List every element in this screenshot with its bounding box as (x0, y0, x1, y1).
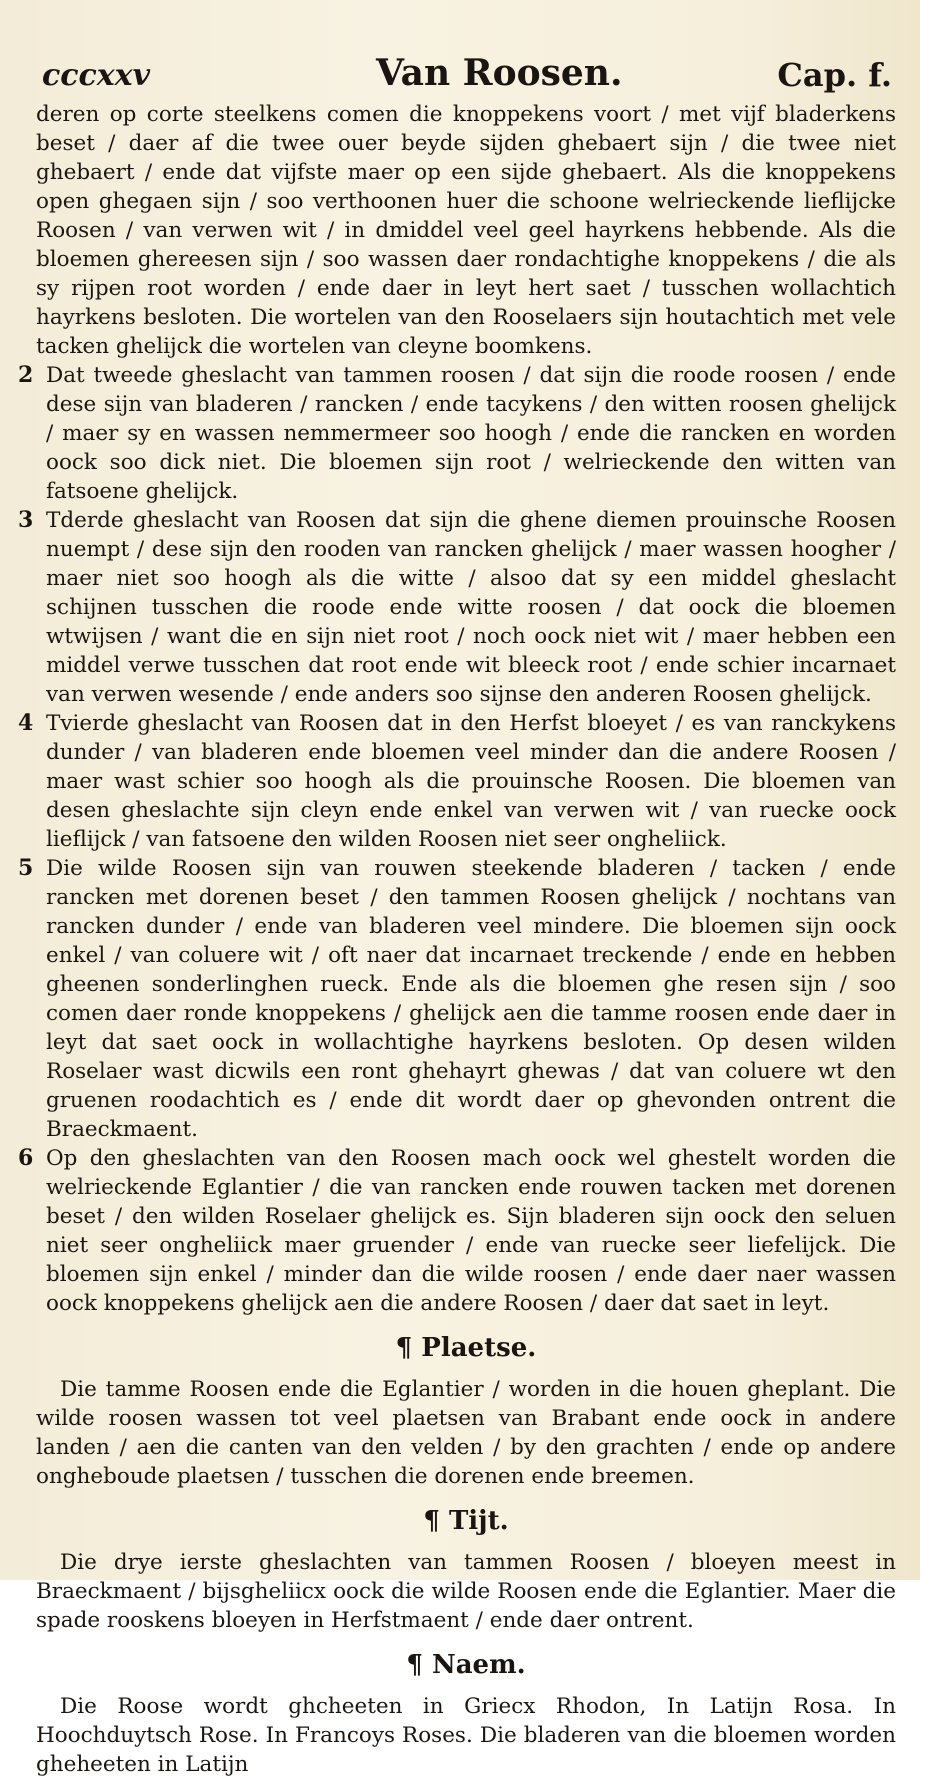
section-text-naem: Die Roose wordt ghcheeten in Griecx Rhodon, In Latijn Rosa. In Hoochduytsch Rose. In Francoys Roses. Die bladeren van die bloemen worden gheheeten in Latijn (36, 1694, 896, 1777)
paragraph-number: 5 (18, 855, 34, 881)
section-heading-naem: ¶ Naem. (406, 1650, 526, 1680)
paragraph-number: 2 (18, 362, 34, 388)
running-title: Van Roosen. (376, 52, 623, 94)
paragraph-number: 6 (18, 1145, 34, 1171)
paragraph-number: 3 (18, 507, 34, 533)
paragraph-text: Tderde gheslacht van Roosen dat sijn die ghene diemen prouinsche Roosen nuempt / dese sijn den rooden van rancken ghelijck / maer wassen hoogher / maer niet soo hoogh als die witte / alsoo dat sy een middel gheslacht schijnen tusschen die roode ende witte roosen / dat oock die bloemen wtwijsen / want die en sijn niet root / noch oock niet wit / maer hebben een middel verwe tusschen dat root ende wit bleeck root / ende schier incarnaet van verwen wesende / ende anders soo sijnse den anderen Roosen ghelijck. (46, 508, 896, 707)
section-heading-plaetse: ¶ Plaetse. (395, 1333, 537, 1363)
running-header (40, 52, 900, 102)
paragraph-2 (18, 361, 896, 506)
paragraph-4 (18, 709, 896, 854)
paragraph-5 (18, 854, 896, 1144)
paragraph-number: 4 (18, 710, 34, 736)
paragraph-text: Tvierde gheslacht van Roosen dat in den Herfst bloeyet / es van ranckykens dunder / van bladeren ende bloemen veel minder dan die andere Roosen / maer wast schier soo hoogh als die prouinsche Roosen. Die bloemen van desen gheslachte sijn cleyn ende enkel van verwen wit / van ruecke oock lieflijck / van fatsoene den wilden Roosen niet seer ongheliick. (46, 711, 896, 852)
chapter-number: Cap. f. (777, 56, 892, 94)
paragraph-continuation: deren op corte steelkens comen die knoppekens voort / met vijf bladerkens beset / daer af die twee ouer beyde sijden ghebaert sijn / die twee niet ghebaert / ende dat vijfste maer op een sijde ghebaert. Als die knoppekens open ghegaen sijn / soo verthoonen huer die schoone welrieckende lieflijcke Roosen / van verwen wit / in dmiddel veel geel hayrkens hebbende. Als die bloemen ghereesen sijn / soo wassen daer rondachtighe knoppekens / die als sy rijpen root worden / ende daer in leyt hert saet / tusschen wollachtich hayrkens besloten. Die wortelen van den Rooselaers sijn houtachtich met vele tacken ghelijck die wortelen van cleyne boomkens. (36, 102, 896, 359)
section-text-plaetse: Die tamme Roosen ende die Eglantier / worden in die houen gheplant. Die wilde roosen wassen tot veel plaetsen van Brabant ende oock in andere landen / aen die canten van den velden / by den grachten / ende op andere ongheboude plaetsen / tusschen die dorenen ende breemen. (36, 1377, 896, 1489)
folio-number: cccxxv (42, 58, 151, 93)
section-heading-tijt: ¶ Tijt. (423, 1506, 509, 1536)
paragraph-text: Die wilde Roosen sijn van rouwen steekende bladeren / tacken / ende rancken met dorenen beset / den tammen Roosen ghelijck / nochtans van rancken dunder / ende van bladeren veel mindere. Die bloemen sijn oock enkel / van coluere wit / oft naer dat incarnaet treckende / ende en hebben gheenen sonderlinghen rueck. Ende als die bloemen ghe resen sijn / soo comen daer ronde knoppekens / ghelijck aen die tamme roosen ende daer in leyt dat saet oock in wollachtighe hayrkens besloten. Op desen wilden Roselaer wast dicwils een ront ghehayrt ghewas / dat van coluere wt den gruenen roodachtich es / ende dit wordt daer op ghevonden ontrent die Braeckmaent. (46, 856, 896, 1142)
paragraph-text: Dat tweede gheslacht van tammen roosen / dat sijn die roode roosen / ende dese sijn van bladeren / rancken / ende tacykens / den witten roosen ghelijck / maer sy en wassen nemmermeer soo hoogh / ende die rancken en worden oock soo dick niet. Die bloemen sijn root / welrieckende den witten van fatsoene ghelijck. (46, 363, 896, 504)
page-body (18, 100, 896, 1779)
section-text-tijt: Die drye ierste gheslachten van tammen Roosen / bloeyen meest in Braeckmaent / bijsgheliicx oock die wilde Roosen ende die Eglantier. Maer die spade rooskens bloeyen in Herfstmaent / ende daer ontrent. (36, 1550, 896, 1633)
paragraph-6 (18, 1144, 896, 1318)
paragraph-text: Op den gheslachten van den Roosen mach oock wel ghestelt worden die welrieckende Eglantier / die van rancken ende rouwen tacken met dorenen beset / den wilden Roselaer ghelijck es. Sijn bladeren sijn oock den seluen niet seer ongheliick maer gruender / ende van ruecke seer liefelijck. Die bloemen sijn enkel / minder dan die wilde roosen / ende daer naer wassen oock knoppekens ghelijck aen die andere Roosen / daer dat saet in leyt. (46, 1146, 896, 1316)
paragraph-3 (18, 506, 896, 709)
